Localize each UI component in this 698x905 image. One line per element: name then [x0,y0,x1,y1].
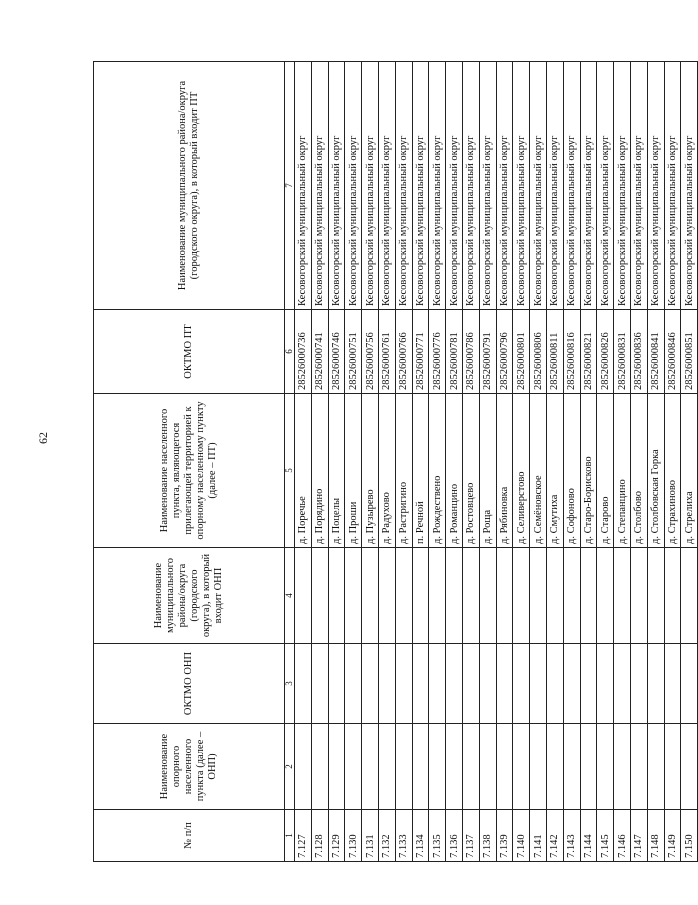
onp-name-cell [647,724,664,810]
table-row [429,62,446,862]
oktmo-pt-cell: 28526000816 [563,310,580,394]
onp-district-cell [479,548,496,644]
pt-district-cell: Кесовогорский муниципальный округ [479,62,496,310]
column-number: 1 [285,810,295,862]
onp-name-cell [479,724,496,810]
onp-district-cell [362,548,379,644]
pt-name-cell: д. Рябиновка [496,394,513,548]
settlements-table [93,61,698,862]
oktmo-onp-cell [311,644,328,724]
pt-district-cell: Кесовогорский муниципальный округ [446,62,463,310]
onp-name-cell [446,724,463,810]
column-number: 3 [285,644,295,724]
pt-name-cell: д. Степанцино [614,394,631,548]
onp-district-cell [597,548,614,644]
oktmo-onp-cell [345,644,362,724]
pt-name-cell: д. Селиверстово [513,394,530,548]
onp-name-cell [345,724,362,810]
oktmo-pt-cell: 28526000771 [412,310,429,394]
oktmo-onp-cell [378,644,395,724]
table-row [630,62,647,862]
pt-name-cell: д. Растригино [395,394,412,548]
header-oktmo-onp: ОКТМО ОНП [94,644,285,724]
row-number-cell: 7.150 [681,810,698,862]
row-number-cell: 7.140 [513,810,530,862]
pt-district-cell: Кесовогорский муниципальный округ [295,62,312,310]
onp-name-cell [664,724,681,810]
onp-name-cell [614,724,631,810]
oktmo-onp-cell [446,644,463,724]
onp-district-cell [614,548,631,644]
oktmo-onp-cell [546,644,563,724]
pt-name-cell: д. Пузырево [362,394,379,548]
pt-name-cell: д. Романцино [446,394,463,548]
onp-district-cell [496,548,513,644]
pt-district-cell: Кесовогорский муниципальный округ [597,62,614,310]
oktmo-onp-cell [328,644,345,724]
pt-district-cell: Кесовогорский муниципальный округ [429,62,446,310]
oktmo-pt-cell: 28526000796 [496,310,513,394]
column-number-row [285,62,295,862]
row-number-cell: 7.127 [295,810,312,862]
table-row [513,62,530,862]
oktmo-onp-cell [362,644,379,724]
table-row [664,62,681,862]
onp-name-cell [580,724,597,810]
pt-name-cell: д. Стрелиха [681,394,698,548]
pt-district-cell: Кесовогорский муниципальный округ [496,62,513,310]
row-number-cell: 7.129 [328,810,345,862]
table-row [412,62,429,862]
oktmo-onp-cell [479,644,496,724]
row-number-cell: 7.136 [446,810,463,862]
row-number-cell: 7.133 [395,810,412,862]
pt-name-cell: д. Роща [479,394,496,548]
pt-district-cell: Кесовогорский муниципальный округ [378,62,395,310]
onp-name-cell [546,724,563,810]
oktmo-pt-cell: 28526000811 [546,310,563,394]
oktmo-pt-cell: 28526000786 [462,310,479,394]
oktmo-onp-cell [429,644,446,724]
onp-name-cell [530,724,547,810]
pt-district-cell: Кесовогорский муниципальный округ [328,62,345,310]
row-number-cell: 7.149 [664,810,681,862]
pt-name-cell: д. Страхиново [664,394,681,548]
onp-district-cell [446,548,463,644]
pt-district-cell: Кесовогорский муниципальный округ [462,62,479,310]
onp-district-cell [546,548,563,644]
table-row [295,62,312,862]
table-row [563,62,580,862]
oktmo-pt-cell: 28526000766 [395,310,412,394]
oktmo-pt-cell: 28526000851 [681,310,698,394]
header-oktmo-pt: ОКТМО ПТ [94,310,285,394]
pt-name-cell: д. Проши [345,394,362,548]
onp-name-cell [295,724,312,810]
pt-name-cell: д. Ростовцево [462,394,479,548]
oktmo-pt-cell: 28526000801 [513,310,530,394]
column-number: 6 [285,310,295,394]
pt-district-cell: Кесовогорский муниципальный округ [362,62,379,310]
pt-district-cell: Кесовогорский муниципальный округ [395,62,412,310]
oktmo-pt-cell: 28526000741 [311,310,328,394]
onp-name-cell [496,724,513,810]
column-number: 2 [285,724,295,810]
onp-district-cell [429,548,446,644]
onp-name-cell [412,724,429,810]
row-number-cell: 7.137 [462,810,479,862]
oktmo-onp-cell [462,644,479,724]
header-row [94,62,285,862]
oktmo-pt-cell: 28526000791 [479,310,496,394]
onp-district-cell [630,548,647,644]
oktmo-pt-cell: 28526000846 [664,310,681,394]
onp-district-cell [664,548,681,644]
table-row [614,62,631,862]
row-number-cell: 7.141 [530,810,547,862]
oktmo-onp-cell [647,644,664,724]
pt-district-cell: Кесовогорский муниципальный округ [630,62,647,310]
oktmo-onp-cell [563,644,580,724]
onp-district-cell [412,548,429,644]
onp-name-cell [597,724,614,810]
oktmo-pt-cell: 28526000746 [328,310,345,394]
header-pt-name: Наименование населенного пункта, являющегося прилегающей территорией к опорному населенному пункту (далее – ПТ) [94,394,285,548]
row-number-cell: 7.144 [580,810,597,862]
onp-name-cell [311,724,328,810]
onp-name-cell [563,724,580,810]
onp-name-cell [513,724,530,810]
oktmo-pt-cell: 28526000826 [597,310,614,394]
table-row [362,62,379,862]
oktmo-pt-cell: 28526000806 [530,310,547,394]
pt-name-cell: д. Порядино [311,394,328,548]
pt-district-cell: Кесовогорский муниципальный округ [345,62,362,310]
row-number-cell: 7.143 [563,810,580,862]
onp-district-cell [345,548,362,644]
row-number-cell: 7.135 [429,810,446,862]
table-row [681,62,698,862]
pt-name-cell: п. Речной [412,394,429,548]
onp-district-cell [328,548,345,644]
onp-name-cell [681,724,698,810]
table-row [597,62,614,862]
oktmo-pt-cell: 28526000836 [630,310,647,394]
row-number-cell: 7.128 [311,810,328,862]
oktmo-pt-cell: 28526000736 [295,310,312,394]
pt-name-cell: д. Радухово [378,394,395,548]
table-row [496,62,513,862]
pt-district-cell: Кесовогорский муниципальный округ [530,62,547,310]
table-row [378,62,395,862]
oktmo-pt-cell: 28526000781 [446,310,463,394]
table-row [345,62,362,862]
header-onp-name: Наименование опорного населенного пункта (далее – ОНП) [94,724,285,810]
header-pt-district: Наименование муниципального района/округа (городского округа), в который входит ПТ [94,62,285,310]
row-number-cell: 7.148 [647,810,664,862]
pt-district-cell: Кесовогорский муниципальный округ [412,62,429,310]
onp-name-cell [429,724,446,810]
onp-district-cell [530,548,547,644]
onp-district-cell [563,548,580,644]
table-row [395,62,412,862]
onp-district-cell [395,548,412,644]
oktmo-onp-cell [412,644,429,724]
oktmo-onp-cell [614,644,631,724]
table-row [546,62,563,862]
row-number-cell: 7.131 [362,810,379,862]
pt-district-cell: Кесовогорский муниципальный округ [681,62,698,310]
pt-district-cell: Кесовогорский муниципальный округ [580,62,597,310]
oktmo-onp-cell [664,644,681,724]
pt-district-cell: Кесовогорский муниципальный округ [647,62,664,310]
pt-district-cell: Кесовогорский муниципальный округ [513,62,530,310]
oktmo-onp-cell [530,644,547,724]
table-row [328,62,345,862]
oktmo-onp-cell [630,644,647,724]
row-number-cell: 7.134 [412,810,429,862]
onp-name-cell [630,724,647,810]
onp-name-cell [328,724,345,810]
pt-name-cell: д. Старово [597,394,614,548]
pt-district-cell: Кесовогорский муниципальный округ [664,62,681,310]
pt-district-cell: Кесовогорский муниципальный округ [614,62,631,310]
oktmo-onp-cell [513,644,530,724]
onp-district-cell [681,548,698,644]
oktmo-onp-cell [295,644,312,724]
onp-name-cell [395,724,412,810]
oktmo-pt-cell: 28526000751 [345,310,362,394]
table-row [479,62,496,862]
column-number: 4 [285,548,295,644]
row-number-cell: 7.139 [496,810,513,862]
table-row [462,62,479,862]
oktmo-pt-cell: 28526000761 [378,310,395,394]
onp-name-cell [362,724,379,810]
pt-district-cell: Кесовогорский муниципальный округ [311,62,328,310]
row-number-cell: 7.130 [345,810,362,862]
column-number: 7 [285,62,295,310]
onp-district-cell [462,548,479,644]
oktmo-onp-cell [496,644,513,724]
onp-district-cell [295,548,312,644]
table-row [580,62,597,862]
oktmo-pt-cell: 28526000821 [580,310,597,394]
row-number-cell: 7.132 [378,810,395,862]
onp-name-cell [462,724,479,810]
onp-district-cell [647,548,664,644]
onp-district-cell [311,548,328,644]
table-row [311,62,328,862]
row-number-cell: 7.147 [630,810,647,862]
oktmo-pt-cell: 28526000756 [362,310,379,394]
oktmo-onp-cell [395,644,412,724]
pt-name-cell: д. Поцелы [328,394,345,548]
pt-name-cell: д. Софоново [563,394,580,548]
onp-district-cell [580,548,597,644]
onp-district-cell [378,548,395,644]
row-number-cell: 7.142 [546,810,563,862]
pt-name-cell: д. Столбово [630,394,647,548]
rotated-table-container [93,62,695,862]
oktmo-onp-cell [580,644,597,724]
row-number-cell: 7.146 [614,810,631,862]
header-num: № п/п [94,810,285,862]
pt-district-cell: Кесовогорский муниципальный округ [546,62,563,310]
pt-name-cell: д. Смутиха [546,394,563,548]
pt-name-cell: д. Столбовская Горка [647,394,664,548]
row-number-cell: 7.138 [479,810,496,862]
oktmo-onp-cell [597,644,614,724]
onp-name-cell [378,724,395,810]
pt-name-cell: д. Семёновское [530,394,547,548]
oktmo-onp-cell [681,644,698,724]
page-number: 62 [36,432,50,444]
pt-name-cell: д. Старо-Борисково [580,394,597,548]
onp-district-cell [513,548,530,644]
table-row [446,62,463,862]
table-row [647,62,664,862]
row-number-cell: 7.145 [597,810,614,862]
oktmo-pt-cell: 28526000776 [429,310,446,394]
pt-district-cell: Кесовогорский муниципальный округ [563,62,580,310]
oktmo-pt-cell: 28526000831 [614,310,631,394]
header-onp-district: Наименование муниципального района/округа (городского округа), в который входит ОНП [94,548,285,644]
table-row [530,62,547,862]
pt-name-cell: д. Поречье [295,394,312,548]
oktmo-pt-cell: 28526000841 [647,310,664,394]
pt-name-cell: д. Рождествено [429,394,446,548]
column-number: 5 [285,394,295,548]
